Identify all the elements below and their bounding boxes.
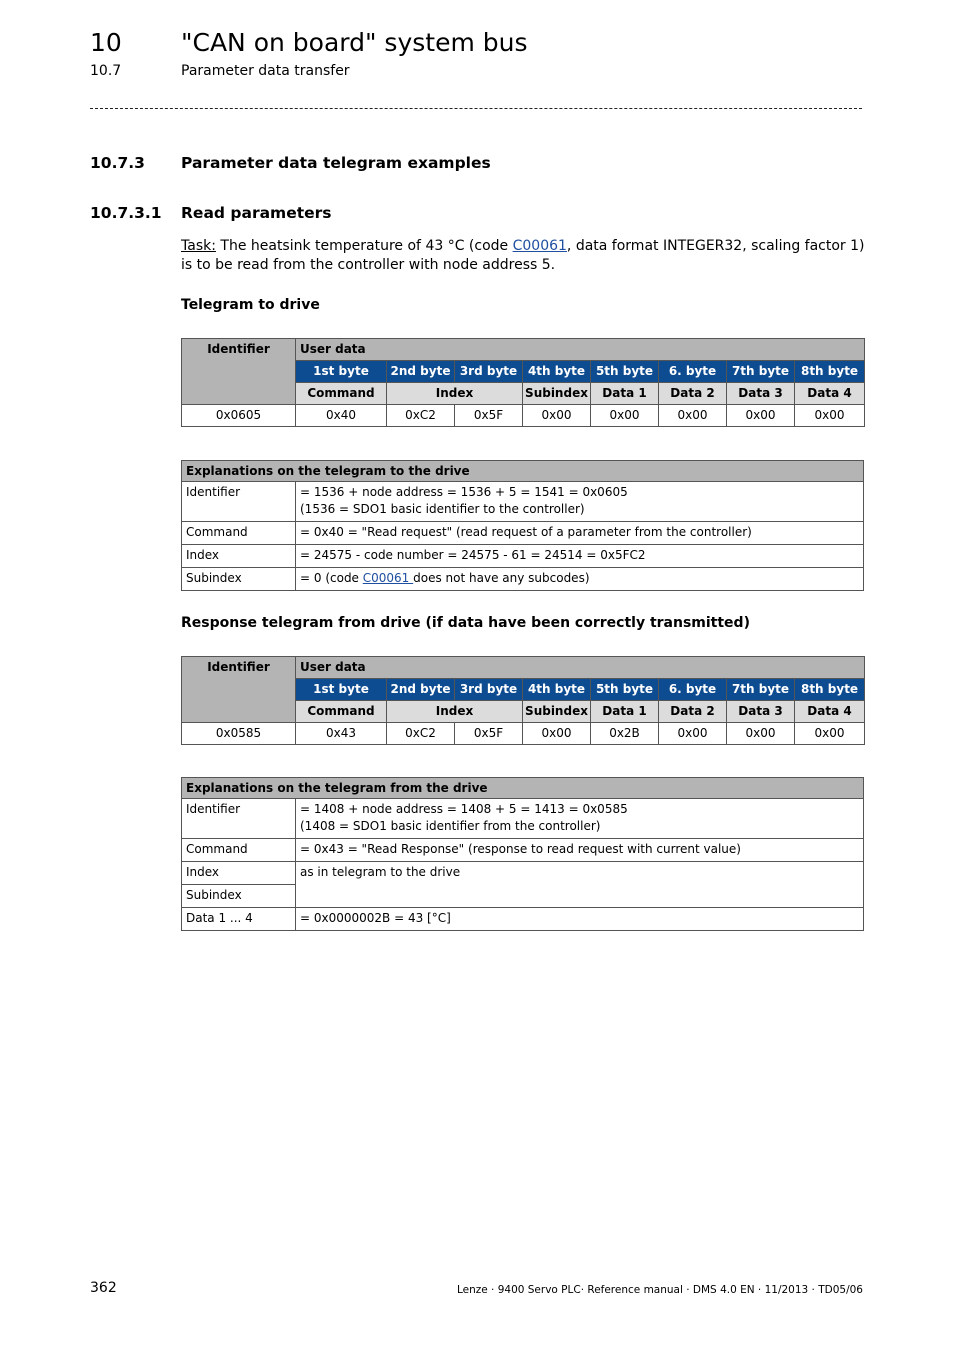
field-command: Command bbox=[296, 701, 387, 723]
identifier-header: Identifier bbox=[182, 657, 296, 723]
value-cell: 0x00 bbox=[795, 723, 865, 745]
byte-header: 7th byte bbox=[727, 679, 795, 701]
field-data1: Data 1 bbox=[591, 701, 659, 723]
row-text: = 0x0000002B = 43 [°C] bbox=[296, 908, 864, 931]
value-cell: 0x40 bbox=[296, 405, 387, 427]
row-text: as in telegram to the drive bbox=[296, 862, 864, 908]
telegram-to-drive-table bbox=[181, 338, 865, 427]
byte-header: 5th byte bbox=[591, 679, 659, 701]
byte-header: 3rd byte bbox=[455, 361, 523, 383]
row-label: Identifier bbox=[182, 799, 296, 839]
row-label: Command bbox=[182, 522, 296, 545]
row-text-line: (1536 = SDO1 basic identifier to the controller) bbox=[300, 502, 585, 516]
field-data3: Data 3 bbox=[727, 701, 795, 723]
table-row bbox=[182, 405, 865, 427]
user-data-header: User data bbox=[296, 657, 865, 679]
value-cell: 0x5F bbox=[455, 405, 523, 427]
row-text-part: = 0 (code bbox=[300, 571, 363, 585]
telegram-to-drive-heading: Telegram to drive bbox=[181, 297, 320, 313]
value-cell: 0xC2 bbox=[387, 723, 455, 745]
byte-header: 6. byte bbox=[659, 679, 727, 701]
table-row bbox=[182, 799, 864, 839]
byte-header: 5th byte bbox=[591, 361, 659, 383]
row-text bbox=[296, 799, 864, 839]
byte-header: 4th byte bbox=[523, 679, 591, 701]
task-paragraph bbox=[181, 237, 865, 275]
task-text-2: , data format INTEGER32, scaling factor 1) is to be read from the controller with node address 5. bbox=[181, 238, 865, 273]
explanations-to-drive-table bbox=[181, 460, 864, 591]
section-title: Parameter data transfer bbox=[181, 63, 350, 79]
value-cell: 0x2B bbox=[591, 723, 659, 745]
byte-header: 3rd byte bbox=[455, 679, 523, 701]
row-label: Index bbox=[182, 862, 296, 885]
code-link-c00061[interactable]: C00061 bbox=[512, 238, 567, 254]
value-cell: 0x0605 bbox=[182, 405, 296, 427]
explanations-title: Explanations on the telegram to the drive bbox=[182, 461, 864, 482]
row-text-line: (1408 = SDO1 basic identifier from the controller) bbox=[300, 819, 601, 833]
row-text: = 24575 - code number = 24575 - 61 = 24514 = 0x5FC2 bbox=[296, 545, 864, 568]
field-data4: Data 4 bbox=[795, 701, 865, 723]
table-row bbox=[182, 908, 864, 931]
value-cell: 0x00 bbox=[795, 405, 865, 427]
task-text-1: The heatsink temperature of 43 °C (code bbox=[215, 238, 513, 254]
table-row bbox=[182, 839, 864, 862]
chapter-number: 10 bbox=[90, 28, 122, 57]
value-cell: 0x00 bbox=[727, 723, 795, 745]
value-cell: 0x00 bbox=[659, 723, 727, 745]
user-data-header: User data bbox=[296, 339, 865, 361]
row-label: Data 1 ... 4 bbox=[182, 908, 296, 931]
table-row bbox=[182, 568, 864, 591]
explanations-title: Explanations on the telegram from the drive bbox=[182, 778, 864, 799]
value-cell: 0x00 bbox=[591, 405, 659, 427]
row-text bbox=[296, 568, 864, 591]
field-index: Index bbox=[387, 383, 523, 405]
heading-number-2: 10.7.3.1 bbox=[90, 204, 162, 222]
table-row bbox=[182, 482, 864, 522]
field-subindex: Subindex bbox=[523, 701, 591, 723]
code-link-c00061[interactable]: C00061 bbox=[362, 571, 414, 585]
byte-header: 8th byte bbox=[795, 361, 865, 383]
byte-header: 4th byte bbox=[523, 361, 591, 383]
byte-header: 2nd byte bbox=[387, 679, 455, 701]
value-cell: 0xC2 bbox=[387, 405, 455, 427]
value-cell: 0x43 bbox=[296, 723, 387, 745]
explanations-from-drive-table bbox=[181, 777, 864, 931]
row-text bbox=[296, 482, 864, 522]
row-text-part: does not have any subcodes) bbox=[413, 571, 590, 585]
value-cell: 0x00 bbox=[727, 405, 795, 427]
row-text: = 0x40 = "Read request" (read request of a parameter from the controller) bbox=[296, 522, 864, 545]
byte-header: 7th byte bbox=[727, 361, 795, 383]
telegram-from-drive-table bbox=[181, 656, 865, 745]
table-row bbox=[182, 723, 865, 745]
heading-title-2: Read parameters bbox=[181, 204, 332, 222]
row-label: Subindex bbox=[182, 568, 296, 591]
field-data2: Data 2 bbox=[659, 701, 727, 723]
heading-title-1: Parameter data telegram examples bbox=[181, 154, 491, 172]
identifier-header: Identifier bbox=[182, 339, 296, 405]
value-cell: 0x00 bbox=[659, 405, 727, 427]
field-data4: Data 4 bbox=[795, 383, 865, 405]
field-index: Index bbox=[387, 701, 523, 723]
row-label: Command bbox=[182, 839, 296, 862]
row-label: Index bbox=[182, 545, 296, 568]
row-label: Identifier bbox=[182, 482, 296, 522]
field-data1: Data 1 bbox=[591, 383, 659, 405]
task-label: Task: bbox=[181, 238, 216, 254]
footer-doc-info: Lenze · 9400 Servo PLC· Reference manual · DMS 4.0 EN · 11/2013 · TD05/06 bbox=[456, 1284, 863, 1296]
field-command: Command bbox=[296, 383, 387, 405]
field-subindex: Subindex bbox=[523, 383, 591, 405]
response-telegram-heading: Response telegram from drive (if data have been correctly transmitted) bbox=[181, 615, 750, 631]
table-row bbox=[182, 522, 864, 545]
heading-number-1: 10.7.3 bbox=[90, 154, 145, 172]
row-text: = 0x43 = "Read Response" (response to read request with current value) bbox=[296, 839, 864, 862]
field-data3: Data 3 bbox=[727, 383, 795, 405]
value-cell: 0x00 bbox=[523, 723, 591, 745]
field-data2: Data 2 bbox=[659, 383, 727, 405]
page-number: 362 bbox=[90, 1280, 117, 1296]
value-cell: 0x0585 bbox=[182, 723, 296, 745]
byte-header: 1st byte bbox=[296, 679, 387, 701]
byte-header: 2nd byte bbox=[387, 361, 455, 383]
table-row bbox=[182, 862, 864, 885]
byte-header: 6. byte bbox=[659, 361, 727, 383]
byte-header: 8th byte bbox=[795, 679, 865, 701]
row-text-line: = 1536 + node address = 1536 + 5 = 1541 = 0x0605 bbox=[300, 485, 628, 499]
byte-header: 1st byte bbox=[296, 361, 387, 383]
section-number: 10.7 bbox=[90, 63, 122, 79]
row-label: Subindex bbox=[182, 885, 296, 908]
header-rule bbox=[90, 108, 862, 109]
value-cell: 0x00 bbox=[523, 405, 591, 427]
value-cell: 0x5F bbox=[455, 723, 523, 745]
row-text-line: = 1408 + node address = 1408 + 5 = 1413 = 0x0585 bbox=[300, 802, 628, 816]
table-row bbox=[182, 545, 864, 568]
chapter-title: "CAN on board" system bus bbox=[181, 28, 528, 57]
